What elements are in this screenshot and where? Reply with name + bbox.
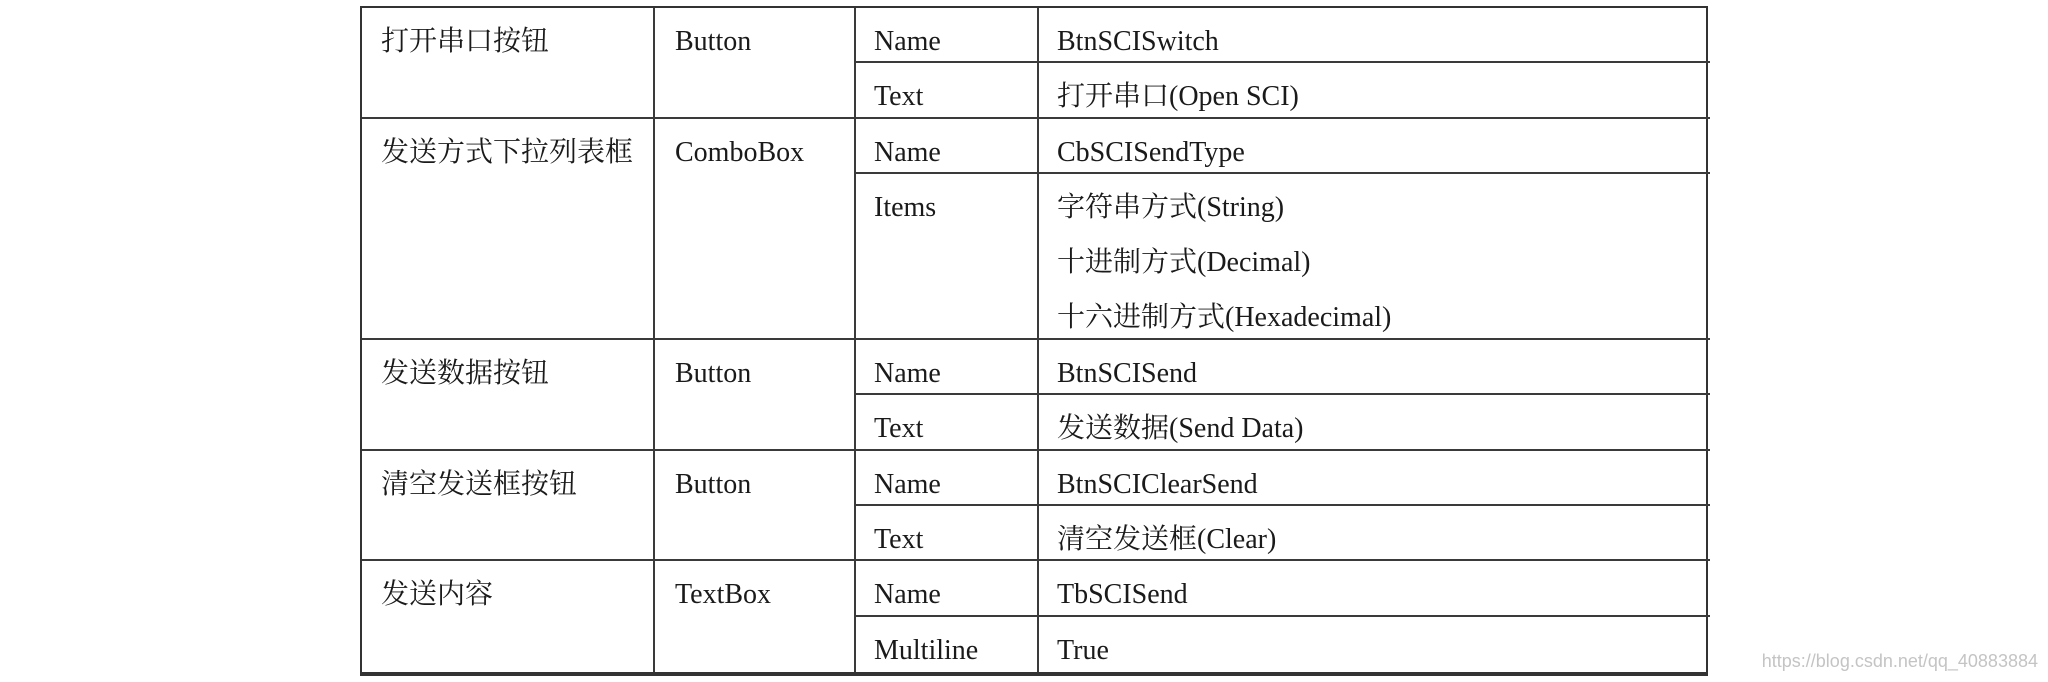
property-name-cell [856,506,1039,561]
component-name-cell [362,340,655,451]
property-value: BtnSCISwitch [1057,26,1219,57]
property-name-cell [856,340,1039,395]
component-type: Button [675,358,752,389]
component-name-cell [362,8,655,119]
property-value-cell [1039,395,1710,450]
component-properties-table [360,6,1708,676]
property-name-cell [856,8,1039,63]
property-value: CbSCISendType [1057,136,1245,168]
property-name: Text [874,413,924,445]
component-type: Button [675,26,752,57]
property-value-cell [1039,506,1710,561]
property-value: 打开串口(Open SCI) [1057,81,1299,113]
property-value-item: 字符串方式(String) [1057,191,1285,223]
property-name: Name [874,468,941,500]
property-name-cell [856,119,1039,174]
property-name: Text [874,81,924,113]
property-value: TbSCISend [1057,579,1188,611]
property-value-item: 十进制方式(Decimal) [1057,246,1311,278]
component-name: 发送方式下拉列表框 [381,136,634,168]
property-name-cell [856,561,1039,616]
property-name-cell [856,174,1039,340]
component-name: 打开串口按钮 [381,26,550,57]
property-name: Multiline [874,634,979,666]
property-name: Name [874,136,941,168]
component-name-cell [362,119,655,340]
component-type: ComboBox [675,136,805,168]
property-name-cell [856,395,1039,450]
property-name: Name [874,358,941,389]
component-type-cell [655,8,856,119]
property-value-cell [1039,8,1710,63]
component-type: TextBox [675,579,772,611]
property-name-cell [856,63,1039,118]
property-value-cell [1039,63,1710,118]
property-value-cell [1039,340,1710,395]
property-name: Text [874,523,924,555]
component-name: 清空发送框按钮 [381,468,578,500]
property-value-cell [1039,617,1710,672]
property-name: Name [874,26,941,57]
property-value-item: 十六进制方式(Hexadecimal) [1057,301,1392,333]
property-value-cell [1039,119,1710,174]
property-name: Items [874,191,937,223]
component-name-cell [362,561,655,672]
component-type-cell [655,561,856,672]
property-value: True [1057,634,1109,666]
property-value: BtnSCIClearSend [1057,468,1258,500]
component-name: 发送内容 [381,579,494,611]
property-value-list [1039,174,1710,340]
property-value: 清空发送框(Clear) [1057,523,1277,555]
component-name: 发送数据按钮 [381,358,550,389]
property-name: Name [874,579,941,611]
component-type-cell [655,340,856,451]
component-type: Button [675,468,752,500]
component-name-cell [362,451,655,562]
property-name-cell [856,617,1039,672]
property-name-cell [856,451,1039,506]
property-value: BtnSCISend [1057,358,1198,389]
property-value-cell [1039,451,1710,506]
watermark: https://blog.csdn.net/qq_40883884 [1761,651,2038,671]
component-type-cell [655,119,856,340]
property-value-cell [1039,561,1710,616]
property-value: 发送数据(Send Data) [1057,413,1304,445]
component-type-cell [655,451,856,562]
